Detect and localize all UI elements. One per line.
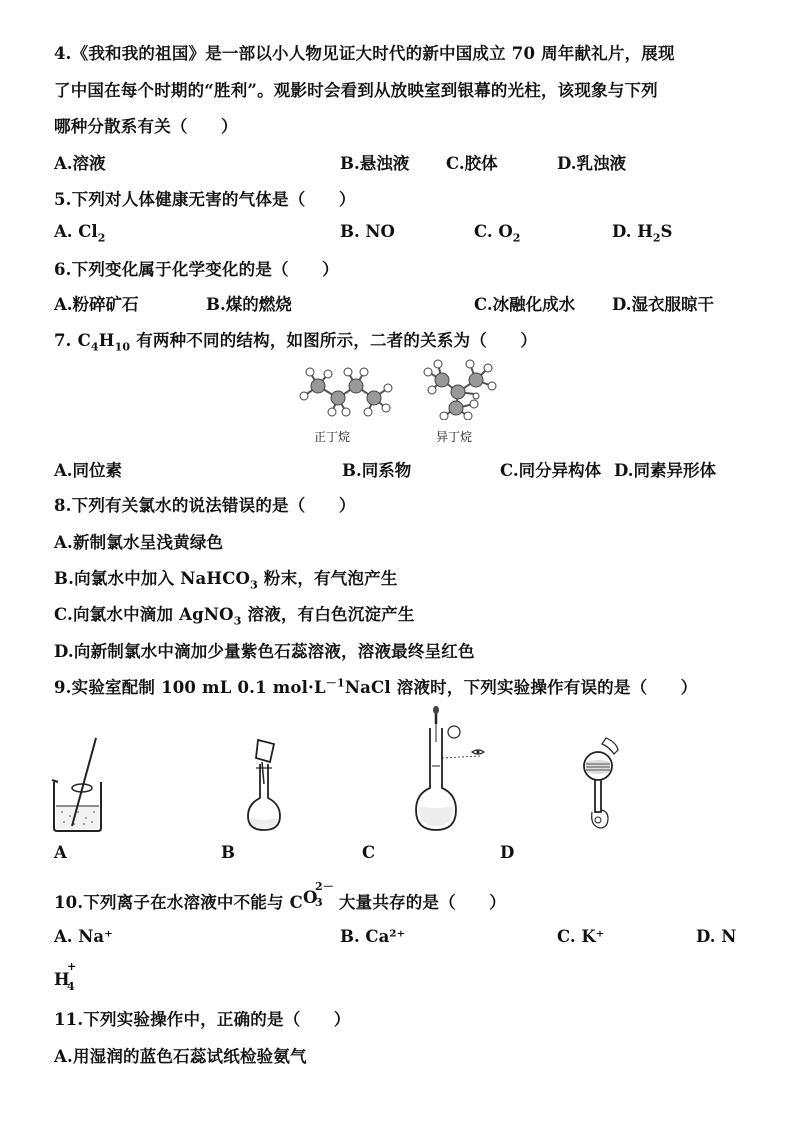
q6-stem: 6.下列变化属于化学变化的是（ ） bbox=[54, 260, 339, 279]
q10-option-c: C. K⁺ bbox=[557, 927, 605, 946]
q7-option-d: D.同素异形体 bbox=[614, 461, 716, 480]
q8-stem: 8.下列有关氯水的说法错误的是（ ） bbox=[54, 496, 356, 515]
q4-option-c: C.胶体 bbox=[446, 154, 498, 173]
q5-option-d: D. $H_2S$ bbox=[612, 222, 673, 245]
volumetric-flask-dropper-figure bbox=[410, 706, 490, 834]
q7-option-a: A.同位素 bbox=[54, 461, 123, 480]
q4-line2: 了中国在每个时期的“胜利”。观影时会看到从放映室到银幕的光柱，该现象与下列 bbox=[54, 81, 658, 100]
q9-label-c: C bbox=[362, 843, 376, 862]
q10-option-a: A. Na⁺ bbox=[54, 927, 113, 946]
q8-option-c: C.向氯水中滴加 AgNO$_3$ 溶液，有白色沉淀产生 bbox=[54, 605, 415, 628]
q8-option-a: A.新制氯水呈浅黄绿色 bbox=[54, 533, 224, 552]
q4-option-b: B.悬浊液 bbox=[340, 154, 410, 173]
q9-label-d: D bbox=[500, 843, 515, 862]
q4-option-a: A.溶液 bbox=[54, 154, 106, 173]
pouring-into-flask-figure bbox=[240, 738, 296, 834]
q4-line3: 哪种分散系有关（ ） bbox=[54, 117, 238, 136]
q10-stem: 10.下列离子在水溶液中不能与 C O 2－ 3 大量共存的是（ ） bbox=[54, 880, 506, 912]
q11-option-a: A.用湿润的蓝色石蕊试纸检验氨气 bbox=[54, 1047, 307, 1066]
beaker-stirring-figure bbox=[50, 736, 110, 834]
q5-option-a: A. $Cl_2$ bbox=[54, 222, 106, 245]
q6-option-d: D.湿衣服晾干 bbox=[612, 295, 714, 314]
q7-stem: 7. $C_4H_{10}$ 有两种不同的结构，如图所示，二者的关系为（ ） bbox=[54, 331, 538, 354]
q9-label-b: B bbox=[221, 843, 235, 862]
q10-option-d-wrap: H + 4 bbox=[54, 960, 77, 993]
q8-option-b: B.向氯水中加入 NaHCO$_3$ 粉末，有气泡产生 bbox=[54, 569, 398, 592]
q10-option-d: D. N bbox=[696, 927, 737, 946]
q9-stem: 9.实验室配制 100 mL 0.1 $mol\cdot L^{-1}NaCl$ 溶液时，下列实验操作有误的是（ ） bbox=[54, 676, 698, 697]
q7-option-c: C.同分异构体 bbox=[500, 461, 602, 480]
caption-n-butane: 正丁烷 bbox=[314, 430, 351, 444]
q10-option-b: B. Ca²⁺ bbox=[340, 927, 406, 946]
q5-option-c: C. $O_2$ bbox=[474, 222, 521, 245]
n-butane-model bbox=[298, 358, 398, 418]
inverting-flask-figure bbox=[578, 736, 628, 832]
q4-line1: 4.《我和我的祖国》是一部以小人物见证大时代的新中国成立 70 周年献礼片，展现 bbox=[54, 44, 675, 63]
q11-stem: 11.下列实验操作中，正确的是（ ） bbox=[54, 1010, 351, 1029]
q4-option-d: D.乳浊液 bbox=[557, 154, 626, 173]
isobutane-model bbox=[420, 358, 500, 420]
q8-option-d: D.向新制氯水中滴加少量紫色石蕊溶液，溶液最终呈红色 bbox=[54, 642, 475, 661]
q7-option-b: B.同系物 bbox=[342, 461, 412, 480]
q6-option-b: B.煤的燃烧 bbox=[206, 295, 292, 314]
q6-option-c: C.冰融化成水 bbox=[474, 295, 576, 314]
q5-stem: 5.下列对人体健康无害的气体是（ ） bbox=[54, 190, 356, 209]
caption-isobutane: 异丁烷 bbox=[436, 430, 473, 444]
q9-label-a: A bbox=[54, 843, 67, 862]
q5-option-b: B. NO bbox=[340, 222, 395, 241]
q6-option-a: A.粉碎矿石 bbox=[54, 295, 139, 314]
